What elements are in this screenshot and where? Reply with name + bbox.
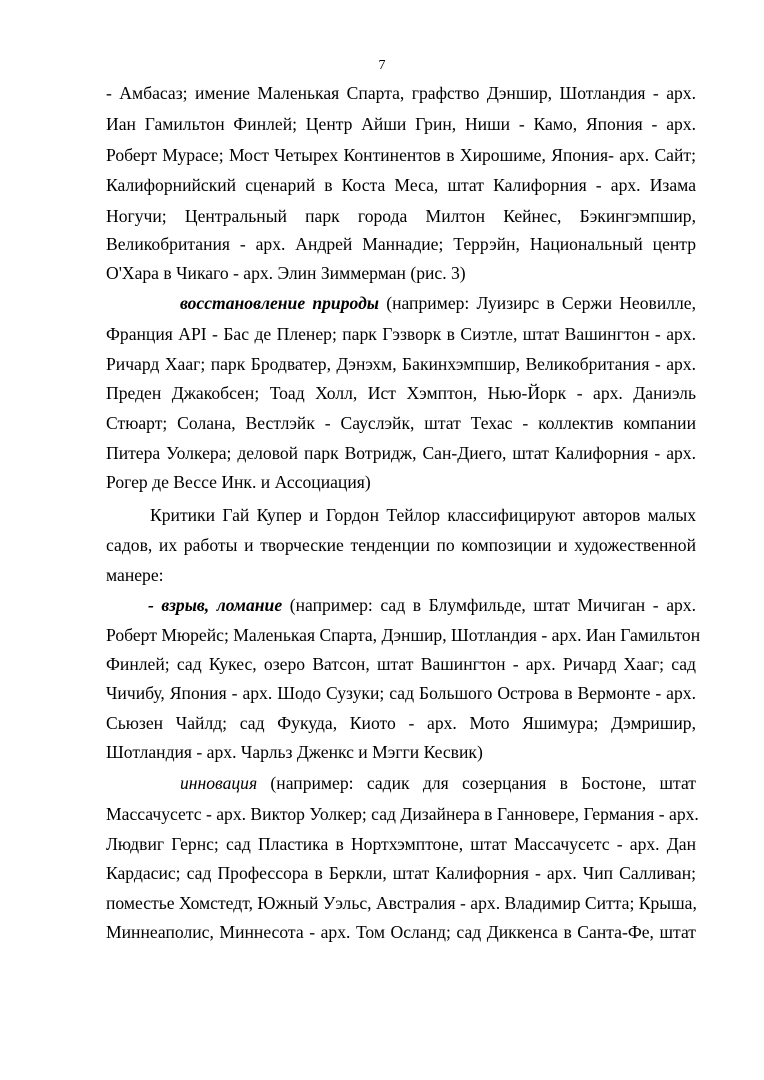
text-line: Роберт Мурасе; Мост Четырех Континентов в Хирошиме, Япония- арх. Сайт;: [106, 145, 696, 165]
term-emphasis: восстановление природы: [180, 293, 380, 313]
text-line: Франция API - Бас де Пленер; парк Гэзворк в Сиэтле, штат Вашингтон - арх.: [106, 324, 696, 344]
text-line: Критики Гай Купер и Гордон Тейлор классифицируют авторов малых: [150, 505, 696, 525]
text-line: Чичибу, Япония - арх. Шодо Сузуки; сад Большого Острова в Вермонте - арх.: [106, 683, 696, 703]
text-line: Роберт Мюрейс; Маленькая Спарта, Дэншир, Шотландия - арх. Иан Гамильтон: [106, 625, 701, 645]
text-line: Людвиг Гернс; сад Пластика в Нортхэмптоне, штат Массачусетс - арх. Дан: [106, 834, 696, 854]
text-line: поместье Хомстедт, Южный Уэльс, Австралия - арх. Владимир Ситта; Крыша,: [106, 893, 697, 913]
text-line: Преден Джакобсен; Тоад Холл, Ист Хэмптон, Нью-Йорк - арх. Даниэль: [106, 383, 696, 403]
text-line: Шотландия - арх. Чарльз Дженкс и Мэгги Кесвик): [106, 742, 483, 762]
text-line: восстановление природы (например: Луизирс в Сержи Неовилле,: [180, 293, 696, 313]
text-line: Стюарт; Солана, Вестлэйк - Сауслэйк, штат Техас - коллектив компании: [106, 413, 696, 433]
text-line: - Амбасаз; имение Маленькая Спарта, графство Дэншир, Шотландия - арх.: [106, 83, 696, 103]
text-line: садов, их работы и творческие тенденции по композиции и художественной: [106, 535, 696, 555]
text-line: О'Хара в Чикаго - арх. Элин Зиммерман (рис. 3): [106, 263, 466, 283]
text-line: Ногучи; Центральный парк города Милтон Кейнес, Бэкингэмпшир,: [106, 206, 696, 226]
text-line: Калифорнийский сценарий в Коста Меса, штат Калифорния - арх. Изама: [106, 175, 696, 195]
text-line: Массачусетс - арх. Виктор Уолкер; сад Дизайнера в Ганновере, Германия - арх.: [106, 804, 699, 824]
page-number: 7: [378, 58, 386, 73]
text-line: манере:: [106, 565, 164, 585]
text-line: Финлей; сад Кукес, озеро Ватсон, штат Вашингтон - арх. Ричард Хааг; сад: [106, 654, 696, 674]
text-line: Иан Гамильтон Финлей; Центр Айши Грин, Ниши - Камо, Япония - арх.: [106, 114, 696, 134]
text-line: инновация (например: садик для созерцания в Бостоне, штат: [180, 773, 696, 793]
text-line: Ричард Хааг; парк Бродватер, Дэнэхм, Бакинхэмпшир, Великобритания - арх.: [106, 354, 696, 374]
text-line: - взрыв, ломание (например: сад в Блумфильде, штат Мичиган - арх.: [148, 595, 696, 615]
term-emphasis: инновация: [180, 773, 258, 793]
text-line: Кардасис; сад Профессора в Беркли, штат Калифорния - арх. Чип Салливан;: [106, 863, 696, 883]
text-line: Сьюзен Чайлд; сад Фукуда, Киото - арх. Мото Яшимура; Дэмришир,: [106, 713, 696, 733]
text-line: Великобритания - арх. Андрей Маннадие; Террэйн, Национальный центр: [106, 234, 696, 254]
text-line: Миннеаполис, Миннесота - арх. Том Осланд; сад Диккенса в Санта-Фе, штат: [106, 922, 696, 942]
term-emphasis: - взрыв, ломание: [148, 595, 283, 615]
text-line: Питера Уолкера; деловой парк Вотридж, Сан-Диего, штат Калифорния - арх.: [106, 443, 696, 463]
text-line: Рогер де Вессе Инк. и Ассоциация): [106, 472, 371, 492]
